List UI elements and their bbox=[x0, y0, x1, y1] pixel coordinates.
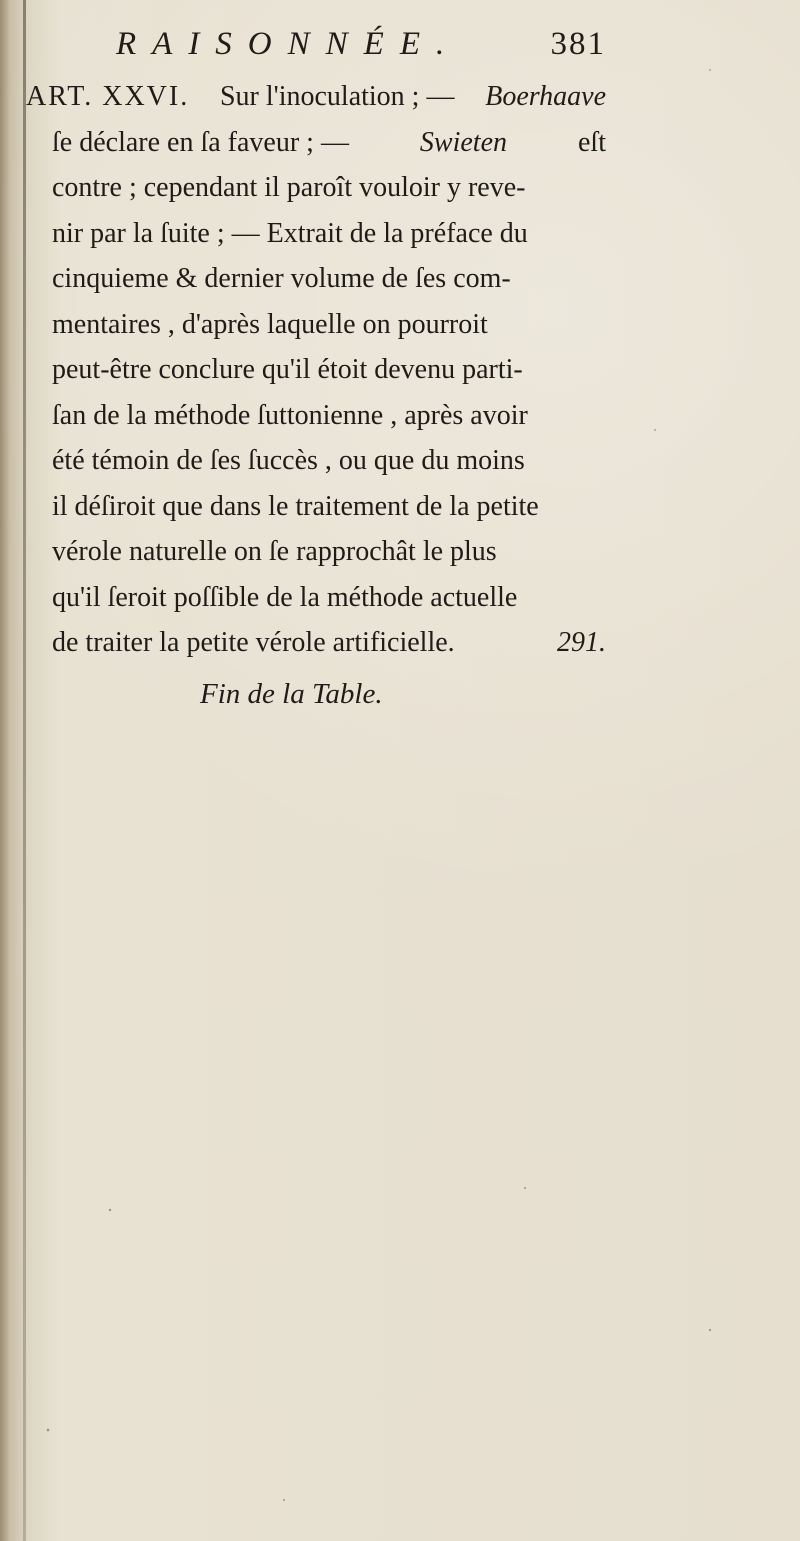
entry-text: peut-être conclure qu'il étoit devenu parti- bbox=[52, 354, 523, 385]
entry-text: qu'il ſeroit poſſible de la méthode actuelle bbox=[52, 581, 518, 613]
page-reference: 291. bbox=[557, 627, 606, 658]
page-number: 381 bbox=[550, 26, 606, 62]
entry-text: il déſiroit que dans le traitement de la petite bbox=[52, 490, 539, 522]
entry-text: mentaires , d'après laquelle on pourroit bbox=[52, 308, 488, 340]
entry-text: contre ; cependant il paroît vouloir y reve- bbox=[52, 172, 526, 203]
entry-text: été témoin de ſes ſuccès , ou que du moins bbox=[52, 445, 525, 476]
running-title: RAISONNÉE. bbox=[116, 26, 461, 62]
entry-text: de traiter la petite vérole artificielle. bbox=[52, 627, 455, 658]
entry-text: cinquieme & dernier volume de ſes com- bbox=[52, 263, 511, 294]
article-label: ART. XXVI. bbox=[26, 81, 190, 112]
name-swieten: Swieten bbox=[419, 126, 508, 158]
entry-text: nir par la ſuite ; — Extrait de la préface du bbox=[52, 217, 528, 249]
entry-text: eſt bbox=[577, 126, 606, 158]
entry-text: Sur l'inoculation ; — bbox=[219, 81, 455, 112]
end-of-table-note: Fin de la Table. bbox=[200, 678, 383, 710]
entry-text: ſe déclare en ſa faveur ; — bbox=[52, 126, 349, 158]
name-boerhaave: Boerhaave bbox=[485, 81, 606, 112]
entry-text: ſan de la méthode ſuttonienne , après avoir bbox=[52, 399, 528, 431]
entry-text: vérole naturelle on ſe rapprochât le plus bbox=[52, 536, 497, 567]
